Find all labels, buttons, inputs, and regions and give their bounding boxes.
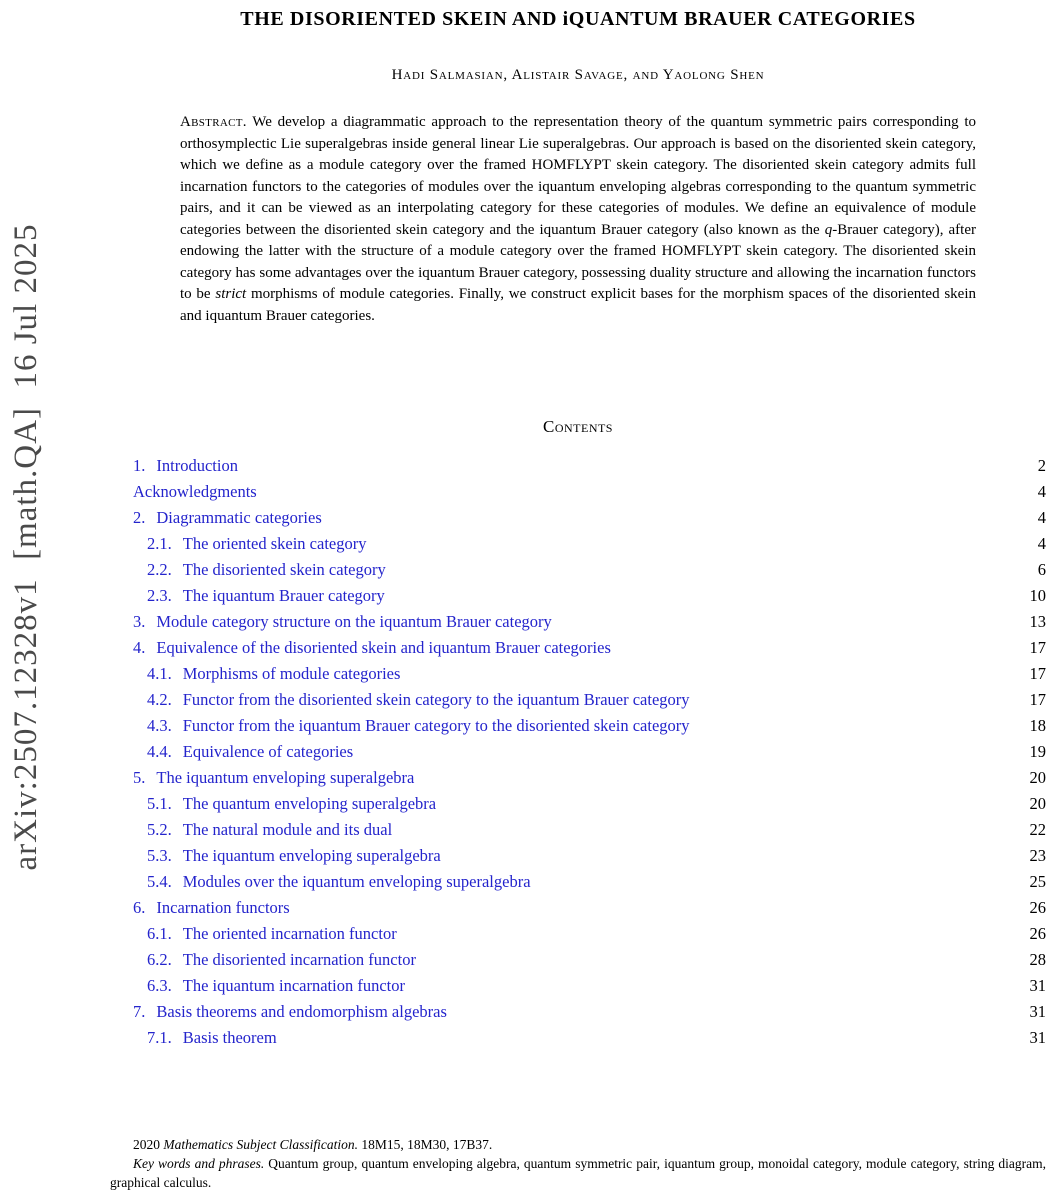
toc-page-number: 17 <box>1029 664 1046 683</box>
toc-page-number: 31 <box>1029 976 1046 995</box>
toc-section-number: 4.4. <box>147 742 172 761</box>
toc-entry <box>133 505 1046 531</box>
footnotes <box>110 1135 1046 1192</box>
toc-page-number: 4 <box>1037 534 1046 553</box>
toc-section-title: The iquantum enveloping superalgebra <box>156 768 415 787</box>
toc-link[interactable] <box>147 973 405 999</box>
toc-entry <box>133 661 1046 687</box>
toc-entry <box>133 557 1046 583</box>
toc-link[interactable] <box>133 453 238 479</box>
toc-entry <box>133 869 1046 895</box>
toc-section-number: 4.2. <box>147 690 172 709</box>
toc-link[interactable] <box>147 843 441 869</box>
toc-section-number: 4.1. <box>147 664 172 683</box>
toc-entry <box>133 973 1046 999</box>
toc-link[interactable] <box>133 505 322 531</box>
toc-link[interactable] <box>147 661 400 687</box>
toc-entry <box>133 921 1046 947</box>
paper-authors: Hadi Salmasian, Alistair Savage, and Yaolong Shen <box>391 67 765 83</box>
toc-section-title: The quantum enveloping superalgebra <box>182 794 437 813</box>
text-segment: Key words and phrases. <box>133 1156 265 1171</box>
toc-page-number: 20 <box>1029 768 1046 787</box>
toc-entry <box>133 895 1046 921</box>
toc-section-number: 4. <box>133 638 146 657</box>
toc-section-number: 7.1. <box>147 1028 172 1047</box>
toc-section-title: Morphisms of module categories <box>182 664 401 683</box>
toc-link[interactable] <box>133 609 552 635</box>
paper-title: THE DISORIENTED SKEIN AND iQUANTUM BRAUER CATEGORIES <box>240 8 916 30</box>
toc-page-number: 26 <box>1029 898 1046 917</box>
toc-entry <box>133 635 1046 661</box>
text-segment: strict <box>215 286 247 302</box>
toc-entry <box>133 843 1046 869</box>
text-segment: -Brauer category), after endowing the latter with the structure of a module category over the framed HOMFLYPT skein category. The disoriented skein category has some advantages over the iquantum Brauer category, possessing duality structure and allowing the incarnation functors to be <box>180 221 976 302</box>
toc-section-number: 6.2. <box>147 950 172 969</box>
toc-entry <box>133 791 1046 817</box>
toc-page-number: 4 <box>1037 482 1046 501</box>
toc-entry <box>133 687 1046 713</box>
toc-section-number: 5.2. <box>147 820 172 839</box>
toc-section-number: 5.1. <box>147 794 172 813</box>
footnote-keywords <box>110 1154 1046 1192</box>
toc-section-number: 6.3. <box>147 976 172 995</box>
toc-section-title: The disoriented skein category <box>182 560 386 579</box>
toc-entry <box>133 1025 1046 1051</box>
toc-section-title: Diagrammatic categories <box>156 508 322 527</box>
toc-link[interactable] <box>133 635 611 661</box>
arxiv-stamp[interactable]: arXiv:2507.12328v1 [math.QA] 16 Jul 2025 <box>8 223 44 871</box>
toc-link[interactable] <box>133 895 290 921</box>
toc-link[interactable] <box>133 479 257 505</box>
toc-entry <box>133 531 1046 557</box>
toc-link[interactable] <box>147 921 397 947</box>
toc-page-number: 2 <box>1037 456 1046 475</box>
toc-entry <box>133 713 1046 739</box>
toc-link[interactable] <box>147 1025 277 1051</box>
abstract-label: Abstract. <box>180 114 247 130</box>
text-segment: Quantum group, quantum enveloping algebra, quantum symmetric pair, iquantum group, monoidal category, module category, string diagram, graphical calculus. <box>110 1156 1046 1190</box>
text-segment: 2020 <box>133 1137 164 1152</box>
toc-section-number: 5.4. <box>147 872 172 891</box>
toc-section-title: Modules over the iquantum enveloping superalgebra <box>182 872 531 891</box>
toc-entry <box>133 765 1046 791</box>
toc-entry <box>133 739 1046 765</box>
contents-heading: Contents <box>542 417 613 436</box>
toc-entry <box>133 453 1046 479</box>
toc-page-number: 28 <box>1029 950 1046 969</box>
toc-entry <box>133 947 1046 973</box>
toc-entry <box>133 817 1046 843</box>
toc-section-title: Functor from the iquantum Brauer category to the disoriented skein category <box>182 716 690 735</box>
toc-page-number: 31 <box>1029 1028 1046 1047</box>
toc-section-title: Incarnation functors <box>156 898 290 917</box>
toc-section-number: 2.2. <box>147 560 172 579</box>
toc-page-number: 20 <box>1029 794 1046 813</box>
toc-section-title: The natural module and its dual <box>182 820 393 839</box>
toc-entry <box>133 609 1046 635</box>
toc-entry <box>133 999 1046 1025</box>
toc-link[interactable] <box>147 817 392 843</box>
toc-link[interactable] <box>147 687 690 713</box>
footnote-msc <box>110 1135 1046 1154</box>
toc-page-number: 4 <box>1037 508 1046 527</box>
toc-link[interactable] <box>147 869 531 895</box>
toc-section-title: The iquantum incarnation functor <box>182 976 405 995</box>
toc-section-number: 5.3. <box>147 846 172 865</box>
toc-link[interactable] <box>147 583 385 609</box>
toc-section-number: 2.1. <box>147 534 172 553</box>
toc-section-number: 2. <box>133 508 146 527</box>
toc-section-number: 1. <box>133 456 146 475</box>
toc-page-number: 22 <box>1029 820 1046 839</box>
toc-page-number: 23 <box>1029 846 1046 865</box>
toc-section-title: Introduction <box>156 456 238 475</box>
text-segment: q <box>824 221 833 238</box>
toc-page-number: 13 <box>1029 612 1046 631</box>
toc-section-title: Acknowledgments <box>133 482 257 501</box>
toc-page-number: 25 <box>1029 872 1046 891</box>
text-segment: morphisms of module categories. Finally, we construct explicit bases for the morphism spaces of the disoriented skein and iquantum Brauer categories. <box>180 286 977 324</box>
toc-link[interactable] <box>133 999 447 1025</box>
toc-page-number: 17 <box>1029 690 1046 709</box>
toc-link[interactable] <box>147 713 690 739</box>
toc-page-number: 10 <box>1029 586 1046 605</box>
abstract <box>110 112 1046 327</box>
text-segment: We develop a diagrammatic approach to the representation theory of the quantum symmetric pairs corresponding to orthosymplectic Lie superalgebras inside general linear Lie superalgebras. Our approach is based on the disoriented skein category, which we define as a module category over the framed HOMFLYPT skein category. The disoriented skein category admits full incarnation functors to the categories of modules over the iquantum enveloping algebras corresponding to the quantum symmetric pairs, and it can be viewed as an interpolating category for these categories of modules. We define an equivalence of module categories between the disoriented skein category and the iquantum Brauer category (also known as the <box>180 114 976 238</box>
abstract-text <box>180 114 976 324</box>
toc-section-title: The iquantum enveloping superalgebra <box>182 846 441 865</box>
toc-page-number: 19 <box>1029 742 1046 761</box>
toc-section-title: Basis theorem <box>182 1028 277 1047</box>
toc-section-number: 5. <box>133 768 146 787</box>
toc-link[interactable] <box>147 791 436 817</box>
toc-link[interactable] <box>147 947 416 973</box>
toc-section-title: Equivalence of the disoriented skein and iquantum Brauer categories <box>156 638 611 657</box>
toc-page-number: 26 <box>1029 924 1046 943</box>
toc-link[interactable] <box>147 739 353 765</box>
toc-page-number: 6 <box>1037 560 1046 579</box>
toc-section-number: 4.3. <box>147 716 172 735</box>
toc-section-number: 6.1. <box>147 924 172 943</box>
toc-section-title: The iquantum Brauer category <box>182 586 385 605</box>
toc-section-title: The oriented skein category <box>182 534 367 553</box>
toc-section-number: 2.3. <box>147 586 172 605</box>
toc-section-title: Basis theorems and endomorphism algebras <box>156 1002 447 1021</box>
toc-link[interactable] <box>147 557 386 583</box>
toc-section-number: 6. <box>133 898 146 917</box>
toc-section-title: Functor from the disoriented skein category to the iquantum Brauer category <box>182 690 690 709</box>
toc-section-title: The oriented incarnation functor <box>182 924 397 943</box>
toc-section-title: The disoriented incarnation functor <box>182 950 416 969</box>
toc-page-number: 17 <box>1029 638 1046 657</box>
toc-section-title: Module category structure on the iquantum Brauer category <box>156 612 552 631</box>
toc-section-number: 7. <box>133 1002 146 1021</box>
toc-page-number: 31 <box>1029 1002 1046 1021</box>
toc-section-title: Equivalence of categories <box>182 742 354 761</box>
toc-section-number: 3. <box>133 612 146 631</box>
toc-list <box>110 453 1046 1051</box>
page-body <box>110 0 1046 1051</box>
toc-link[interactable] <box>133 765 414 791</box>
toc-entry <box>133 583 1046 609</box>
toc-link[interactable] <box>147 531 366 557</box>
toc-entry <box>133 479 1046 505</box>
text-segment: Mathematics Subject Classification. <box>163 1137 358 1152</box>
toc-page-number: 18 <box>1029 716 1046 735</box>
text-segment: 18M15, 18M30, 17B37. <box>357 1137 493 1152</box>
